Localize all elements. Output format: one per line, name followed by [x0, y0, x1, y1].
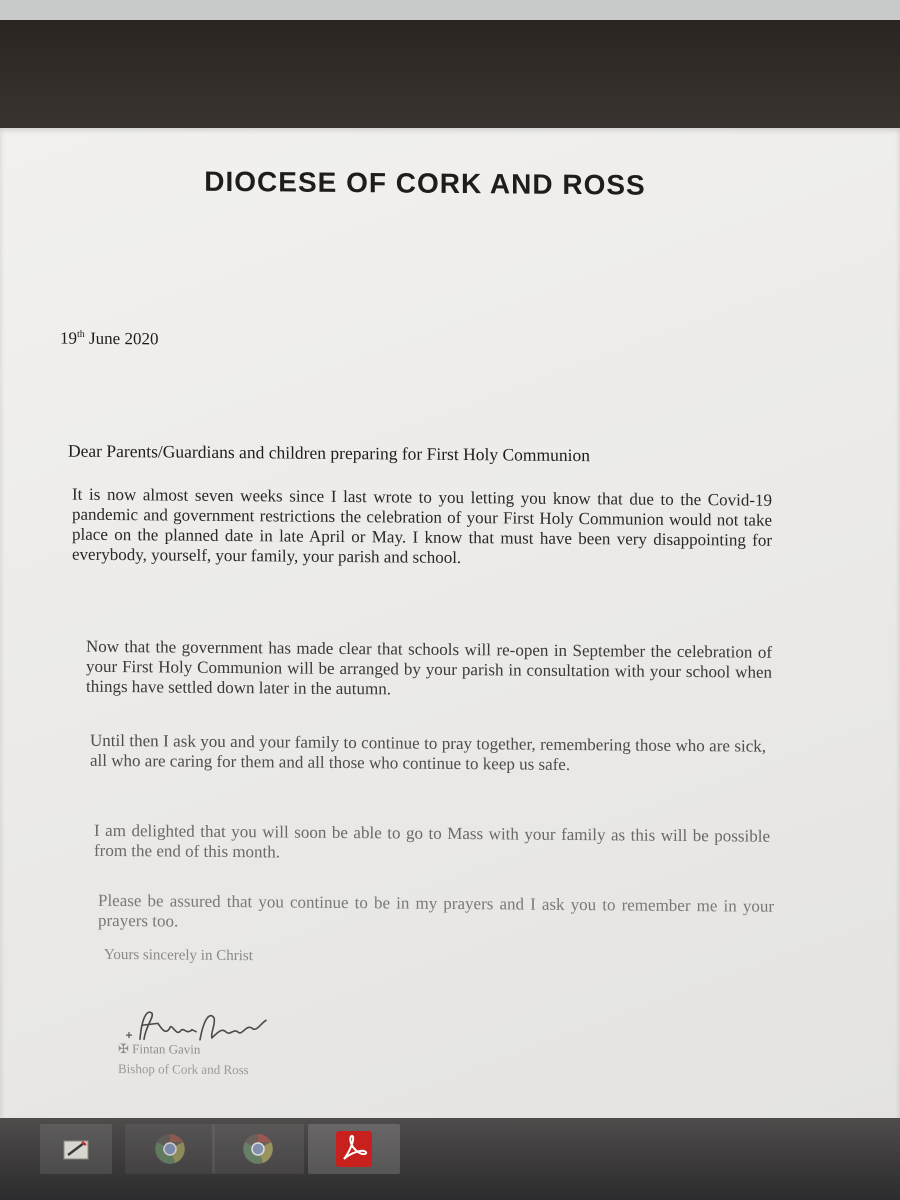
notes-app-icon	[60, 1133, 92, 1165]
paragraph-1: It is now almost seven weeks since I last wrote to you letting you know that due to the Covid-19 pandemic and government restrictions the celebration of your First Holy Communion would not take place on the planned date in late April or May. I know that must have been very disappointing for everybody, yourself, your family, your parish and school.	[72, 484, 772, 568]
monitor-bezel	[0, 20, 900, 130]
taskbar-chrome-button-2[interactable]	[212, 1124, 304, 1174]
date-day: 19	[60, 328, 77, 348]
letter-date	[60, 329, 158, 350]
paragraph-3: Until then I ask you and your family to continue to pray together, remembering those who are sick, all who are caring for them and all those who continue to keep us safe.	[90, 730, 766, 774]
signatory-name: ✠ Fintan Gavin	[118, 1041, 201, 1057]
paragraph-4: I am delighted that you will soon be able to go to Mass with your family as this will be possible from the end of this month.	[94, 820, 770, 862]
date-month-year: June 2020	[84, 328, 159, 349]
acrobat-reader-icon	[334, 1129, 374, 1169]
letter-page	[0, 128, 900, 1120]
taskbar-acrobat-button[interactable]	[308, 1124, 400, 1174]
signatory-title: Bishop of Cork and Ross	[118, 1061, 249, 1078]
taskbar-chrome-button-1[interactable]	[125, 1124, 215, 1174]
taskbar-notes-button[interactable]	[40, 1124, 112, 1174]
chrome-icon	[241, 1132, 275, 1166]
closing-line: Yours sincerely in Christ	[104, 946, 253, 965]
chrome-icon	[153, 1132, 187, 1166]
paragraph-5: Please be assured that you continue to be in my prayers and I ask you to remember me in your prayers too.	[98, 890, 774, 931]
salutation: Dear Parents/Guardians and children preparing for First Holy Communion	[68, 440, 590, 466]
wall-background	[0, 0, 900, 20]
document-viewer[interactable]	[0, 128, 900, 1120]
handwritten-signature	[122, 1005, 272, 1046]
date-suffix: th	[77, 329, 85, 341]
letterhead-title: DIOCESE OF CORK AND ROSS	[204, 165, 646, 201]
paragraph-2: Now that the government has made clear that schools will re-open in September the celebration of your First Holy Communion will be arranged by your parish in consultation with your school when things have settled down later in the autumn.	[86, 636, 772, 699]
taskbar	[0, 1118, 900, 1200]
